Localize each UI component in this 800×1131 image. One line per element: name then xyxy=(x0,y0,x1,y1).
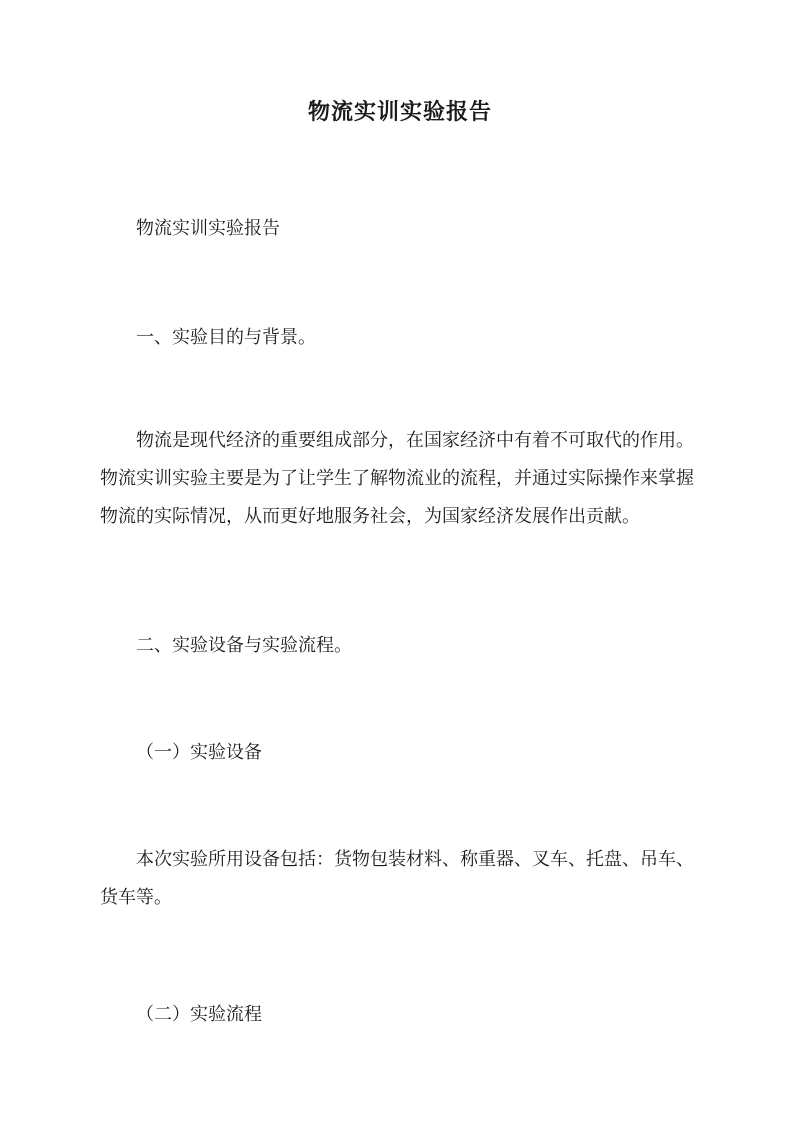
paragraph-equipment-body: 本次实验所用设备包括：货物包装材料、称重器、叉车、托盘、吊车、货车等。 xyxy=(100,849,694,908)
document-title: 物流实训实验报告 xyxy=(307,99,492,125)
paragraph-purpose-body: 物流是现代经济的重要组成部分，在国家经济中有着不可取代的作用。物流实训实验主要是为了让学生了解物流业的流程，并通过实际操作来掌握物流的实际情况，从而更好地服务社会，为国家经济发展作出贡献。 xyxy=(100,430,694,527)
paragraph-report-name: 物流实训实验报告 xyxy=(136,218,280,239)
subsection-heading-process: （二）实验流程 xyxy=(136,1004,262,1025)
section-heading-purpose: 一、实验目的与背景。 xyxy=(136,327,316,348)
subsection-heading-equipment: （一）实验设备 xyxy=(136,742,262,763)
section-heading-equipment-process: 二、实验设备与实验流程。 xyxy=(136,635,352,656)
